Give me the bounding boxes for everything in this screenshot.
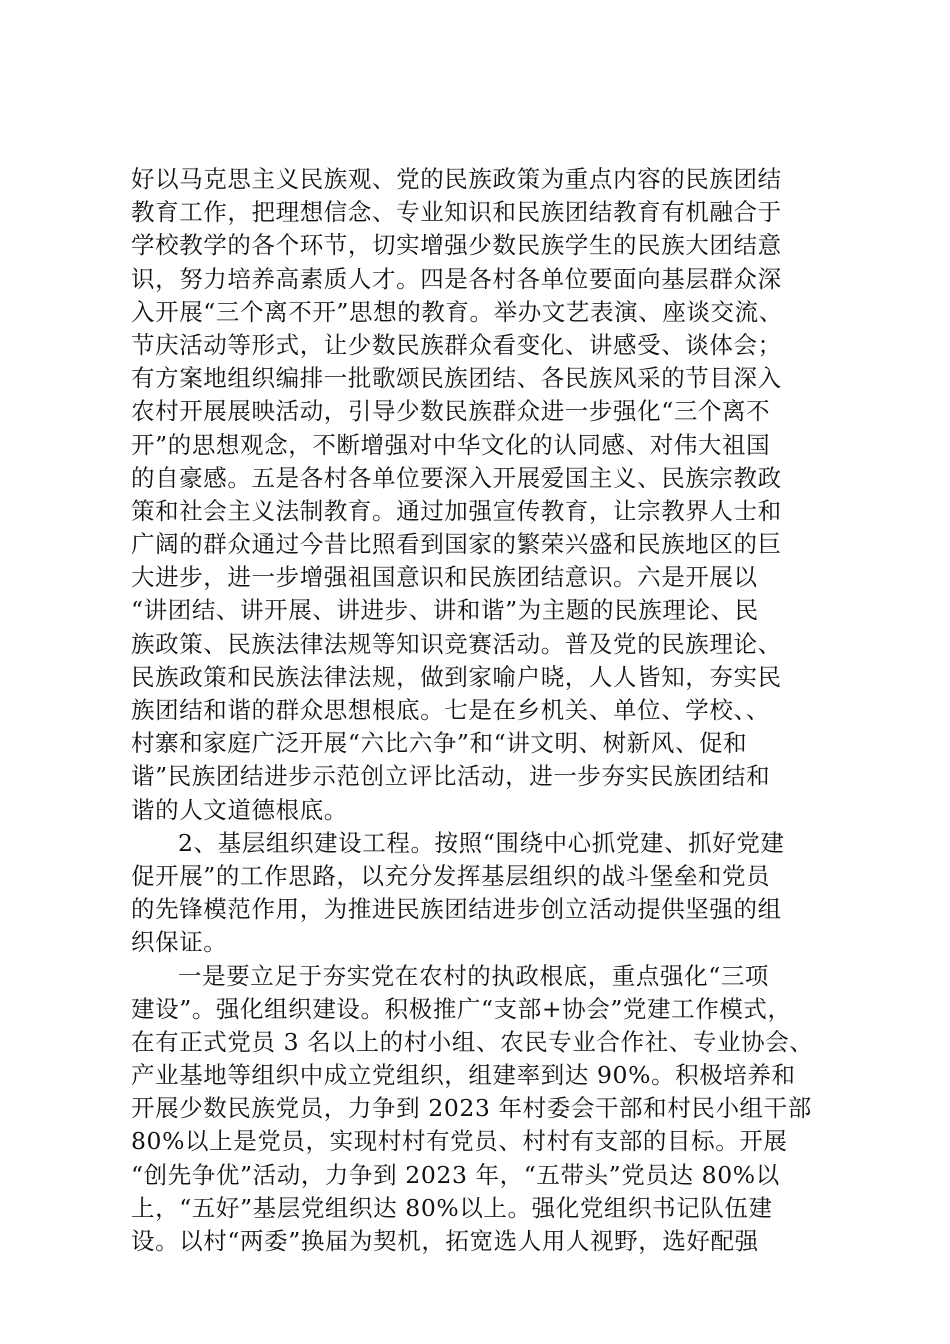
text-line: 好以马克思主义民族观、党的民族政策为重点内容的民族团结 (131, 165, 782, 193)
text-line: 谐的人文道德根底。 (131, 795, 348, 824)
text-line: 2、基层组织建设工程。按照“围绕中心抓党建、抓好党建 (178, 828, 785, 857)
text-line: 教育工作，把理想信念、专业知识和民族团结教育有机融合于 (131, 198, 782, 227)
text-line: 村寨和家庭广泛开展“六比六争”和“讲文明、树新风、促和 (131, 729, 748, 758)
text-line: 策和社会主义法制教育。通过加强宣传教育，让宗教界人士和 (131, 496, 782, 525)
text-line: 学校教学的各个环节，切实增强少数民族学生的民族大团结意 (131, 231, 782, 260)
text-line: 设。以村“两委”换届为契机，拓宽选人用人视野，选好配强 (131, 1227, 759, 1255)
text-line: 族团结和谐的群众思想根底。七是在乡机关、单位、学校、、 (131, 696, 770, 724)
text-line: 建设”。强化组织建设。积极推广“支部+协会”党建工作模式， (131, 994, 792, 1023)
text-line: 一是要立足于夯实党在农村的执政根底，重点强化“三项 (178, 961, 770, 990)
text-line: 入开展“三个离不开”思想的教育。举办文艺表演、座谈交流、 (131, 297, 783, 326)
text-line: 的自豪感。五是各村各单位要深入开展爱国主义、民族宗教政 (131, 463, 782, 492)
text-line: 在有正式党员 3 名以上的村小组、农民专业合作社、专业协会、 (131, 1027, 814, 1056)
text-line: “创先争优”活动，力争到 2023 年，“五带头”党员达 80%以 (131, 1160, 780, 1189)
text-line: 谐”民族团结进步示范创立评比活动，进一步夯实民族团结和 (131, 762, 771, 791)
body-text (131, 163, 831, 1258)
text-line: 农村开展展映活动，引导少数民族群众进一步强化“三个离不 (131, 397, 771, 426)
text-line: 大进步，进一步增强祖国意识和民族团结意识。六是开展以 (131, 563, 758, 592)
text-line: 80%以上是党员，实现村村有党员、村村有支部的目标。开展 (131, 1127, 788, 1156)
text-line: 有方案地组织编排一批歌颂民族团结、各民族风采的节目深入 (131, 364, 782, 393)
text-line: 的先锋模范作用，为推进民族团结进步创立活动提供坚强的组 (131, 895, 782, 924)
text-line: 织保证。 (131, 928, 228, 957)
text-line: 产业基地等组织中成立党组织，组建率到达 90%。积极培养和 (131, 1061, 796, 1090)
text-line: 上，“五好”基层党组织达 80%以上。强化党组织书记队伍建 (131, 1193, 773, 1222)
text-line: 广阔的群众通过今昔比照看到国家的繁荣兴盛和民族地区的巨 (131, 530, 782, 559)
text-line: 促开展”的工作思路，以充分发挥基层组织的战斗堡垒和党员 (131, 861, 771, 890)
text-line: 民族政策和民族法律法规，做到家喻户晓，人人皆知，夯实民 (131, 662, 782, 691)
text-line: 识，努力培养高素质人才。四是各村各单位要面向基层群众深 (131, 264, 782, 293)
text-line: 族政策、民族法律法规等知识竞赛活动。普及党的民族理论、 (131, 629, 782, 658)
text-line: 开展少数民族党员，力争到 2023 年村委会干部和村民小组干部 (131, 1094, 812, 1123)
text-line: 开”的思想观念，不断增强对中华文化的认同感、对伟大祖国 (131, 430, 771, 459)
text-line: “讲团结、讲开展、讲进步、讲和谐”为主题的民族理论、民 (131, 596, 759, 625)
text-line: 节庆活动等形式，让少数民族群众看变化、讲感受、谈体会； (131, 330, 782, 359)
